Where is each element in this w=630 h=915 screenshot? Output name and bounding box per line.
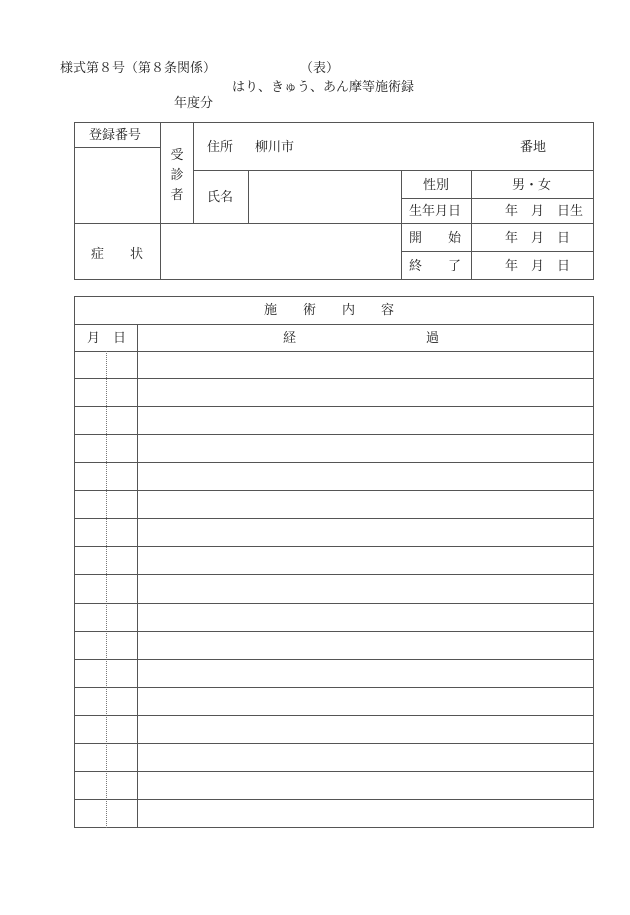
month-cell[interactable]: [74, 351, 106, 378]
progress-cell[interactable]: [137, 379, 594, 406]
column-header-date: 月 日: [87, 331, 127, 346]
day-cell[interactable]: [106, 575, 137, 602]
month-cell[interactable]: [74, 660, 106, 687]
table-row: [74, 379, 594, 407]
progress-cell[interactable]: [137, 463, 594, 490]
table-row: [74, 772, 594, 800]
gender-label: 性別: [423, 178, 450, 193]
symptoms-field[interactable]: [161, 224, 400, 279]
month-cell[interactable]: [74, 632, 106, 659]
address-field[interactable]: [300, 123, 500, 169]
month-cell[interactable]: [74, 772, 106, 799]
table-row: [74, 407, 594, 435]
progress-cell[interactable]: [137, 800, 594, 828]
start-date-value[interactable]: 年 月 日: [505, 231, 571, 246]
month-cell[interactable]: [74, 604, 106, 631]
progress-cell[interactable]: [137, 632, 594, 659]
table-row: [74, 744, 594, 772]
address-banchi: 番地: [520, 140, 547, 155]
month-cell[interactable]: [74, 435, 106, 462]
day-cell[interactable]: [106, 716, 137, 743]
day-cell[interactable]: [106, 800, 137, 828]
table-row: [74, 547, 594, 575]
fiscal-year-label: 年度分: [174, 96, 214, 111]
treatment-rows: [74, 351, 594, 828]
day-cell[interactable]: [106, 688, 137, 715]
progress-cell[interactable]: [137, 519, 594, 546]
progress-cell[interactable]: [137, 660, 594, 687]
progress-cell[interactable]: [137, 604, 594, 631]
recipient-label: 受 診 者: [170, 148, 184, 203]
table-row: [74, 716, 594, 744]
day-cell[interactable]: [106, 351, 137, 378]
month-cell[interactable]: [74, 547, 106, 574]
gender-value[interactable]: 男・女: [512, 178, 552, 193]
day-cell[interactable]: [106, 463, 137, 490]
day-cell[interactable]: [106, 379, 137, 406]
progress-cell[interactable]: [137, 575, 594, 602]
table-row: [74, 519, 594, 547]
name-field[interactable]: [249, 171, 400, 222]
progress-cell[interactable]: [137, 435, 594, 462]
day-cell[interactable]: [106, 491, 137, 518]
month-cell[interactable]: [74, 491, 106, 518]
table-row: [74, 800, 594, 828]
page-title: はり、きゅう、あん摩等施術録: [232, 80, 415, 95]
treatment-title: 施 術 内 容: [264, 303, 395, 318]
progress-cell[interactable]: [137, 491, 594, 518]
month-cell[interactable]: [74, 575, 106, 602]
end-date-value[interactable]: 年 月 日: [505, 259, 571, 274]
table-row: [74, 660, 594, 688]
month-cell[interactable]: [74, 716, 106, 743]
month-cell[interactable]: [74, 463, 106, 490]
birth-date-value[interactable]: 年 月 日生: [505, 204, 584, 219]
day-cell[interactable]: [106, 519, 137, 546]
column-header-progress: 経 過: [283, 331, 440, 346]
progress-cell[interactable]: [137, 351, 594, 378]
day-cell[interactable]: [106, 772, 137, 799]
table-row: [74, 688, 594, 716]
table-row: [74, 463, 594, 491]
day-cell[interactable]: [106, 604, 137, 631]
address-city: 柳川市: [255, 140, 295, 155]
end-label: 終 了: [409, 259, 462, 274]
progress-cell[interactable]: [137, 688, 594, 715]
progress-cell[interactable]: [137, 716, 594, 743]
table-row: [74, 575, 594, 603]
day-cell[interactable]: [106, 547, 137, 574]
birth-date-label: 生年月日: [409, 204, 462, 219]
day-cell[interactable]: [106, 435, 137, 462]
table-row: [74, 604, 594, 632]
progress-cell[interactable]: [137, 772, 594, 799]
progress-cell[interactable]: [137, 407, 594, 434]
table-row: [74, 491, 594, 519]
symptoms-label: 症 状: [91, 247, 144, 262]
month-cell[interactable]: [74, 407, 106, 434]
start-label: 開 始: [409, 231, 462, 246]
month-cell[interactable]: [74, 688, 106, 715]
registration-number-label: 登録番号: [89, 128, 142, 143]
name-label: 氏名: [207, 190, 234, 205]
month-cell[interactable]: [74, 800, 106, 828]
progress-cell[interactable]: [137, 547, 594, 574]
progress-cell[interactable]: [137, 744, 594, 771]
table-row: [74, 435, 594, 463]
form-number: 様式第８号（第８条関係）: [60, 61, 217, 76]
table-row: [74, 351, 594, 379]
month-cell[interactable]: [74, 379, 106, 406]
day-cell[interactable]: [106, 632, 137, 659]
day-cell[interactable]: [106, 660, 137, 687]
registration-number-field[interactable]: [75, 148, 160, 222]
address-label: 住所: [207, 140, 234, 155]
front-mark: （表）: [300, 61, 340, 76]
table-row: [74, 632, 594, 660]
month-cell[interactable]: [74, 744, 106, 771]
day-cell[interactable]: [106, 744, 137, 771]
month-cell[interactable]: [74, 519, 106, 546]
day-cell[interactable]: [106, 407, 137, 434]
